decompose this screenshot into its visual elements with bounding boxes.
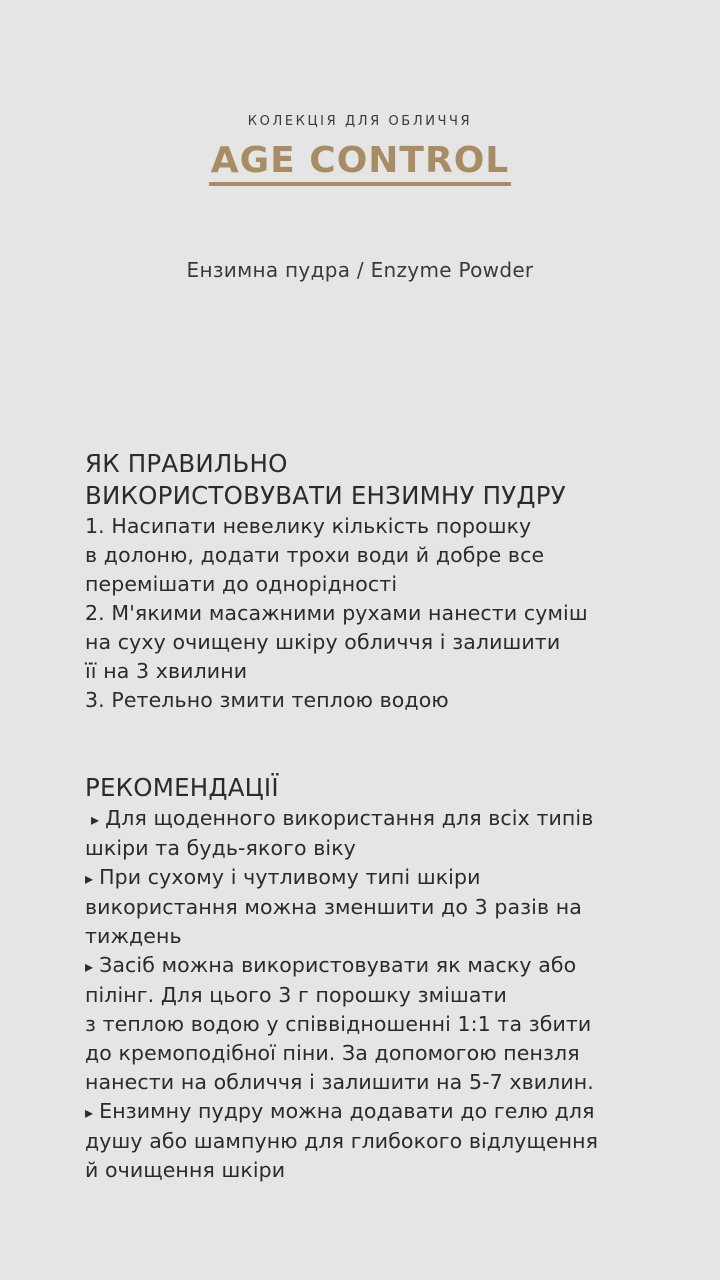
recommendation-item: ▸ Ензимну пудру можна додавати до гелю для bbox=[85, 1097, 685, 1127]
recommendation-line: й очищення шкіри bbox=[85, 1158, 286, 1182]
usage-line: на суху очищену шкіру обличчя і залишити bbox=[85, 630, 561, 654]
usage-steps bbox=[85, 512, 685, 715]
usage-line: 1. Насипати невелику кількість порошку bbox=[85, 514, 532, 538]
recommendation-line: пілінг. Для цього 3 г порошку змішати bbox=[85, 983, 507, 1007]
usage-line: перемішати до однорідності bbox=[85, 572, 398, 596]
usage-title bbox=[85, 448, 685, 512]
recommendations-list bbox=[85, 804, 685, 1185]
usage-title-line-1: ЯК ПРАВИЛЬНО bbox=[85, 449, 288, 478]
recommendation-line: до кремоподібної піни. За допомогою пензля bbox=[85, 1041, 580, 1065]
recommendation-item: ▸ Засіб можна використовувати як маску або bbox=[85, 951, 685, 981]
recommendation-line: шкіри та будь-якого віку bbox=[85, 836, 356, 860]
usage-line: 2. М'якими масажними рухами нанести суміш bbox=[85, 601, 588, 625]
recommendations-section bbox=[85, 772, 685, 1185]
brand-title-text: AGE CONTROL bbox=[209, 140, 512, 186]
recommendation-line: використання можна зменшити до 3 разів на bbox=[85, 895, 582, 919]
collection-label: КОЛЕКЦІЯ ДЛЯ ОБЛИЧЧЯ bbox=[247, 114, 473, 129]
brand-title bbox=[0, 140, 720, 186]
usage-line: 3. Ретельно змити теплою водою bbox=[85, 688, 449, 712]
recommendation-line: нанести на обличчя і залишити на 5-7 хвилин. bbox=[85, 1070, 594, 1094]
recommendation-item: ▸ При сухому і чутливому типі шкіри bbox=[85, 863, 685, 893]
recommendations-title: РЕКОМЕНДАЦІЇ bbox=[85, 773, 279, 802]
usage-line: її на 3 хвилини bbox=[85, 659, 248, 683]
triangle-right-icon bbox=[85, 1099, 99, 1123]
triangle-right-icon bbox=[91, 806, 105, 830]
usage-line: в долоню, додати трохи води й добре все bbox=[85, 543, 545, 567]
usage-section bbox=[85, 448, 685, 715]
triangle-right-icon bbox=[85, 953, 99, 977]
product-name: Ензимна пудра / Enzyme Powder bbox=[186, 258, 534, 282]
recommendation-line: душу або шампуню для глибокого відлущення bbox=[85, 1129, 599, 1153]
recommendation-line: з теплою водою у співвідношенні 1:1 та збити bbox=[85, 1012, 592, 1036]
usage-title-line-2: ВИКОРИСТОВУВАТИ ЕНЗИМНУ ПУДРУ bbox=[85, 481, 566, 510]
triangle-right-icon bbox=[85, 865, 99, 889]
recommendation-item: ▸ Для щоденного використання для всіх типів bbox=[85, 804, 685, 834]
recommendation-line: тиждень bbox=[85, 924, 182, 948]
